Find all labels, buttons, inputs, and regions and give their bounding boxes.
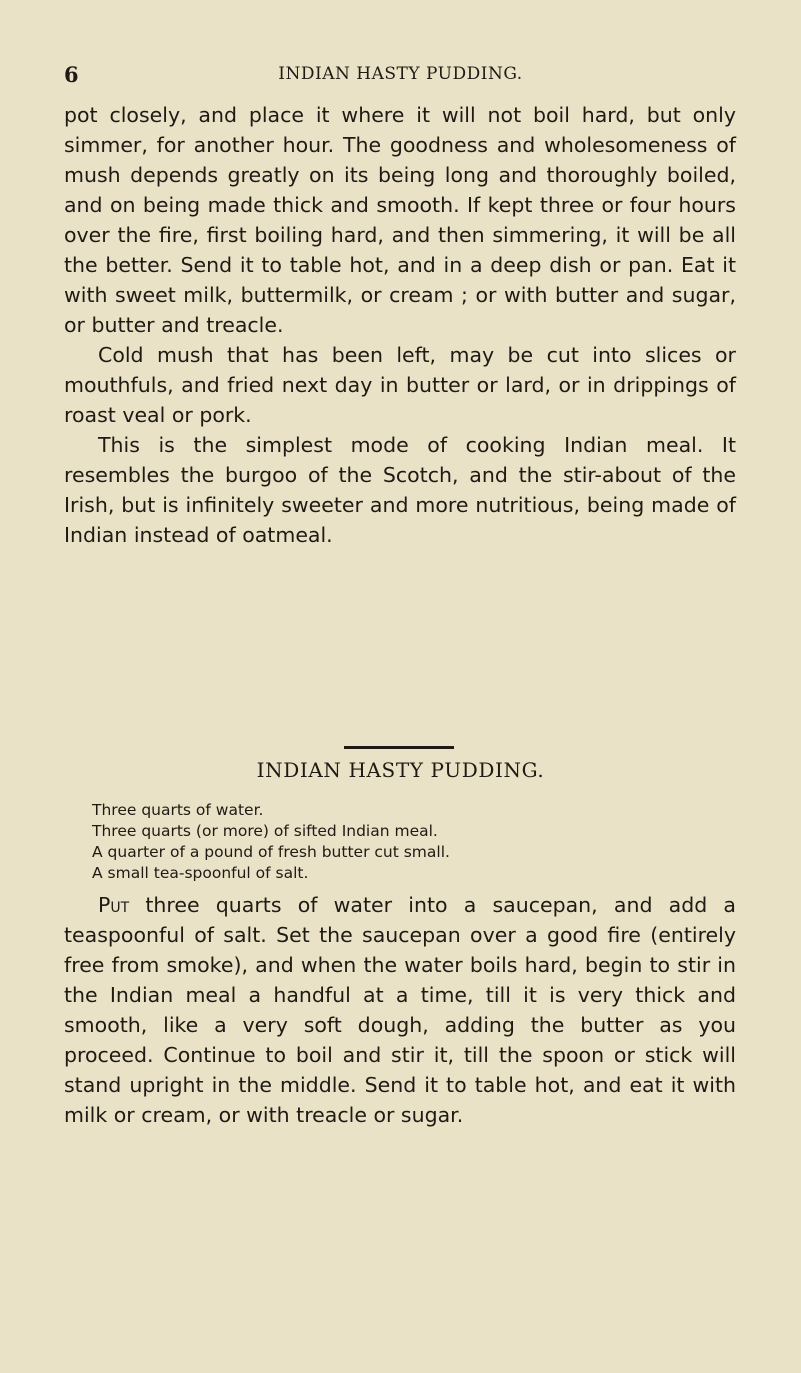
continuation-text — [64, 100, 736, 550]
method-paragraph — [64, 890, 736, 1130]
running-head — [0, 62, 801, 92]
paragraph-cold-mush: Cold mush that has been left, may be cut into slices or mouthfuls, and fried next day in butter or lard, or in drippings of roast veal or pork. — [64, 343, 736, 427]
ingredient-item: A small tea-spoonful of salt. — [92, 864, 309, 882]
running-title: INDIAN HASTY PUDDING. — [278, 64, 523, 84]
ingredient-item: Three quarts of water. — [92, 801, 264, 819]
method-first-word: Put — [98, 893, 130, 917]
recipe-title: INDIAN HASTY PUDDING. — [256, 758, 545, 782]
method-text: three quarts of water into a saucepan, and add a teaspoonful of salt. Set the saucepan over a good fire (entirely free from smoke), and when the water boils hard, begin to stir in the Indian meal a handful at a time, till it is very thick and smooth, like a very soft dough, adding the butter as you proceed. Continue to boil and stir it, till the spoon or stick will stand upright in the middle. Send it to table hot, and eat it with milk or cream, or with treacle or sugar. — [64, 893, 736, 1127]
paragraph-continuation: pot closely, and place it where it will not boil hard, but only simmer, for another hour. The goodness and wholesomeness of mush depends greatly on its being long and thoroughly boiled, and on being made thick and smooth. If kept three or four hours over the fire, first boiling hard, and then simmering, it will be all the better. Send it to table hot, and in a deep dish or pan. Eat it with sweet milk, buttermilk, or cream ; or with butter and sugar, or butter and treacle. — [64, 103, 736, 337]
ingredient-item: A quarter of a pound of fresh butter cut small. — [92, 843, 450, 861]
paragraph-simplest-mode: This is the simplest mode of cooking Indian meal. It resembles the burgoo of the Scotch, and the stir-about of the Irish, but is infinitely sweeter and more nutritious, being made of Indian instead of oatmeal. — [64, 433, 736, 547]
ingredients-list — [92, 800, 732, 884]
recipe-method — [64, 890, 736, 1130]
page-number: 6 — [64, 62, 79, 87]
ingredient-item: Three quarts (or more) of sifted Indian meal. — [92, 822, 438, 840]
section-divider — [344, 746, 454, 749]
